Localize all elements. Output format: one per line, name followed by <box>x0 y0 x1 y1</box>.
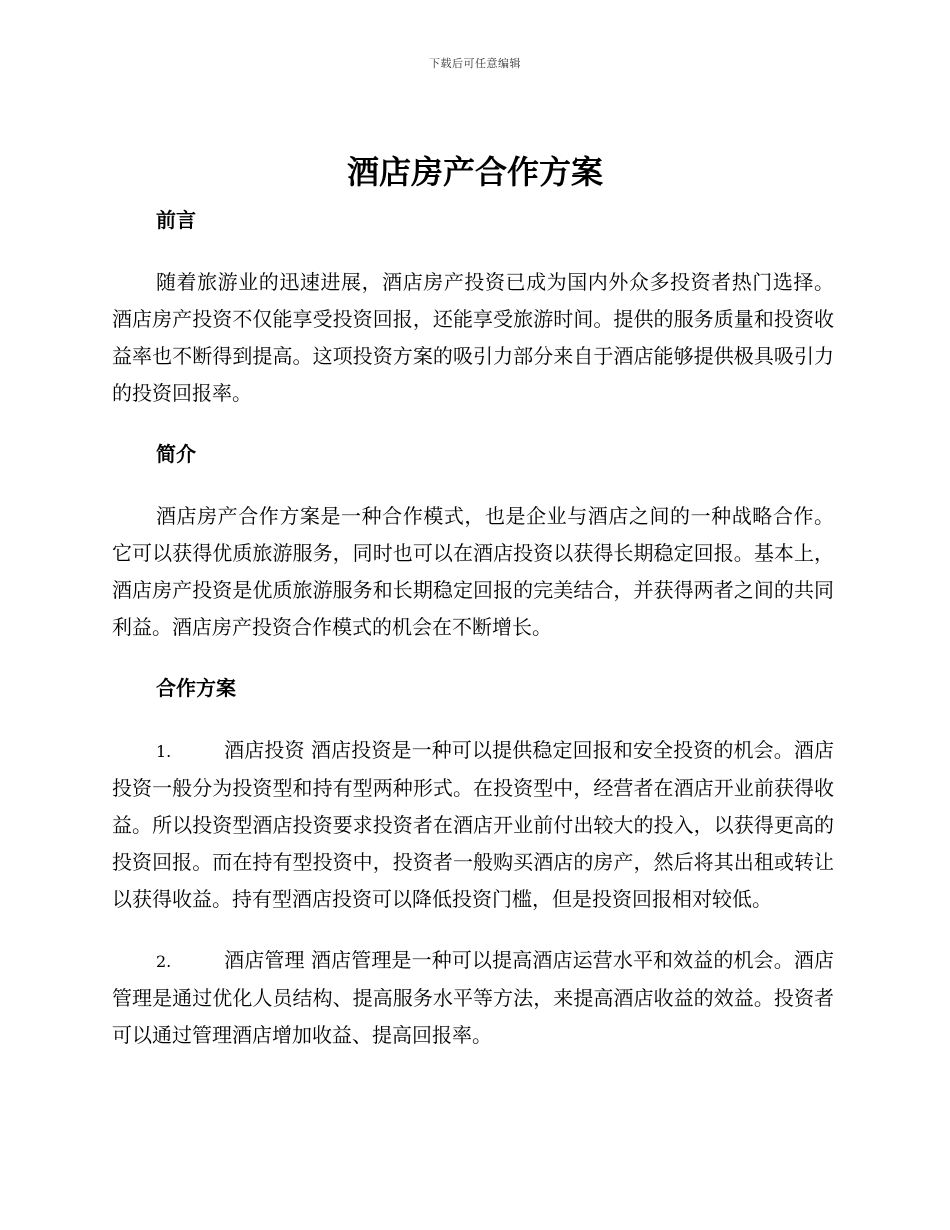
preface-paragraph: 随着旅游业的迅速进展，酒店房产投资已成为国内外众多投资者热门选择。酒店房产投资不仅能享受投资回报，还能享受旅游时间。提供的服务质量和投资收益率也不断得到提高。这项投资方案的吸引力部分来自于酒店能够提供极具吸引力的投资回报率。 <box>112 270 834 405</box>
plan-item-text: 酒店管理 酒店管理是一种可以提高酒店运营水平和效益的机会。酒店管理是通过优化人员结构、提高服务水平等方法，来提高酒店收益的效益。投资者可以通过管理酒店增加收益、提高回报率。 <box>112 948 834 1047</box>
section-heading-preface: 前言 <box>156 208 196 232</box>
section-heading-introduction: 简介 <box>156 442 196 466</box>
introduction-paragraph: 酒店房产合作方案是一种合作模式，也是企业与酒店之间的一种战略合作。它可以获得优质旅游服务，同时也可以在酒店投资以获得长期稳定回报。基本上，酒店房产投资是优质旅游服务和长期稳定回报的完美结合，并获得两者之间的共同利益。酒店房产投资合作模式的机会在不断增长。 <box>112 504 834 639</box>
plan-item-1 <box>112 732 834 918</box>
plan-item-number: 1. <box>156 742 172 761</box>
plan-item-2 <box>112 942 834 1054</box>
document-body <box>112 202 834 1054</box>
document-title: 酒店房产合作方案 <box>346 153 603 191</box>
header-note: 下载后可任意编辑 <box>429 57 521 70</box>
plan-item-text: 酒店投资 酒店投资是一种可以提供稳定回报和安全投资的机会。酒店投资一般分为投资型和持有型两种形式。在投资型中，经营者在酒店开业前获得收益。所以投资型酒店投资要求投资者在酒店开业前付出较大的投入，以获得更高的投资回报。而在持有型投资中，投资者一般购买酒店的房产，然后将其出租或转让以获得收益。持有型酒店投资可以降低投资门槛，但是投资回报相对较低。 <box>112 738 834 911</box>
plan-item-number: 2. <box>156 952 172 971</box>
section-heading-cooperation-plan: 合作方案 <box>156 676 236 700</box>
